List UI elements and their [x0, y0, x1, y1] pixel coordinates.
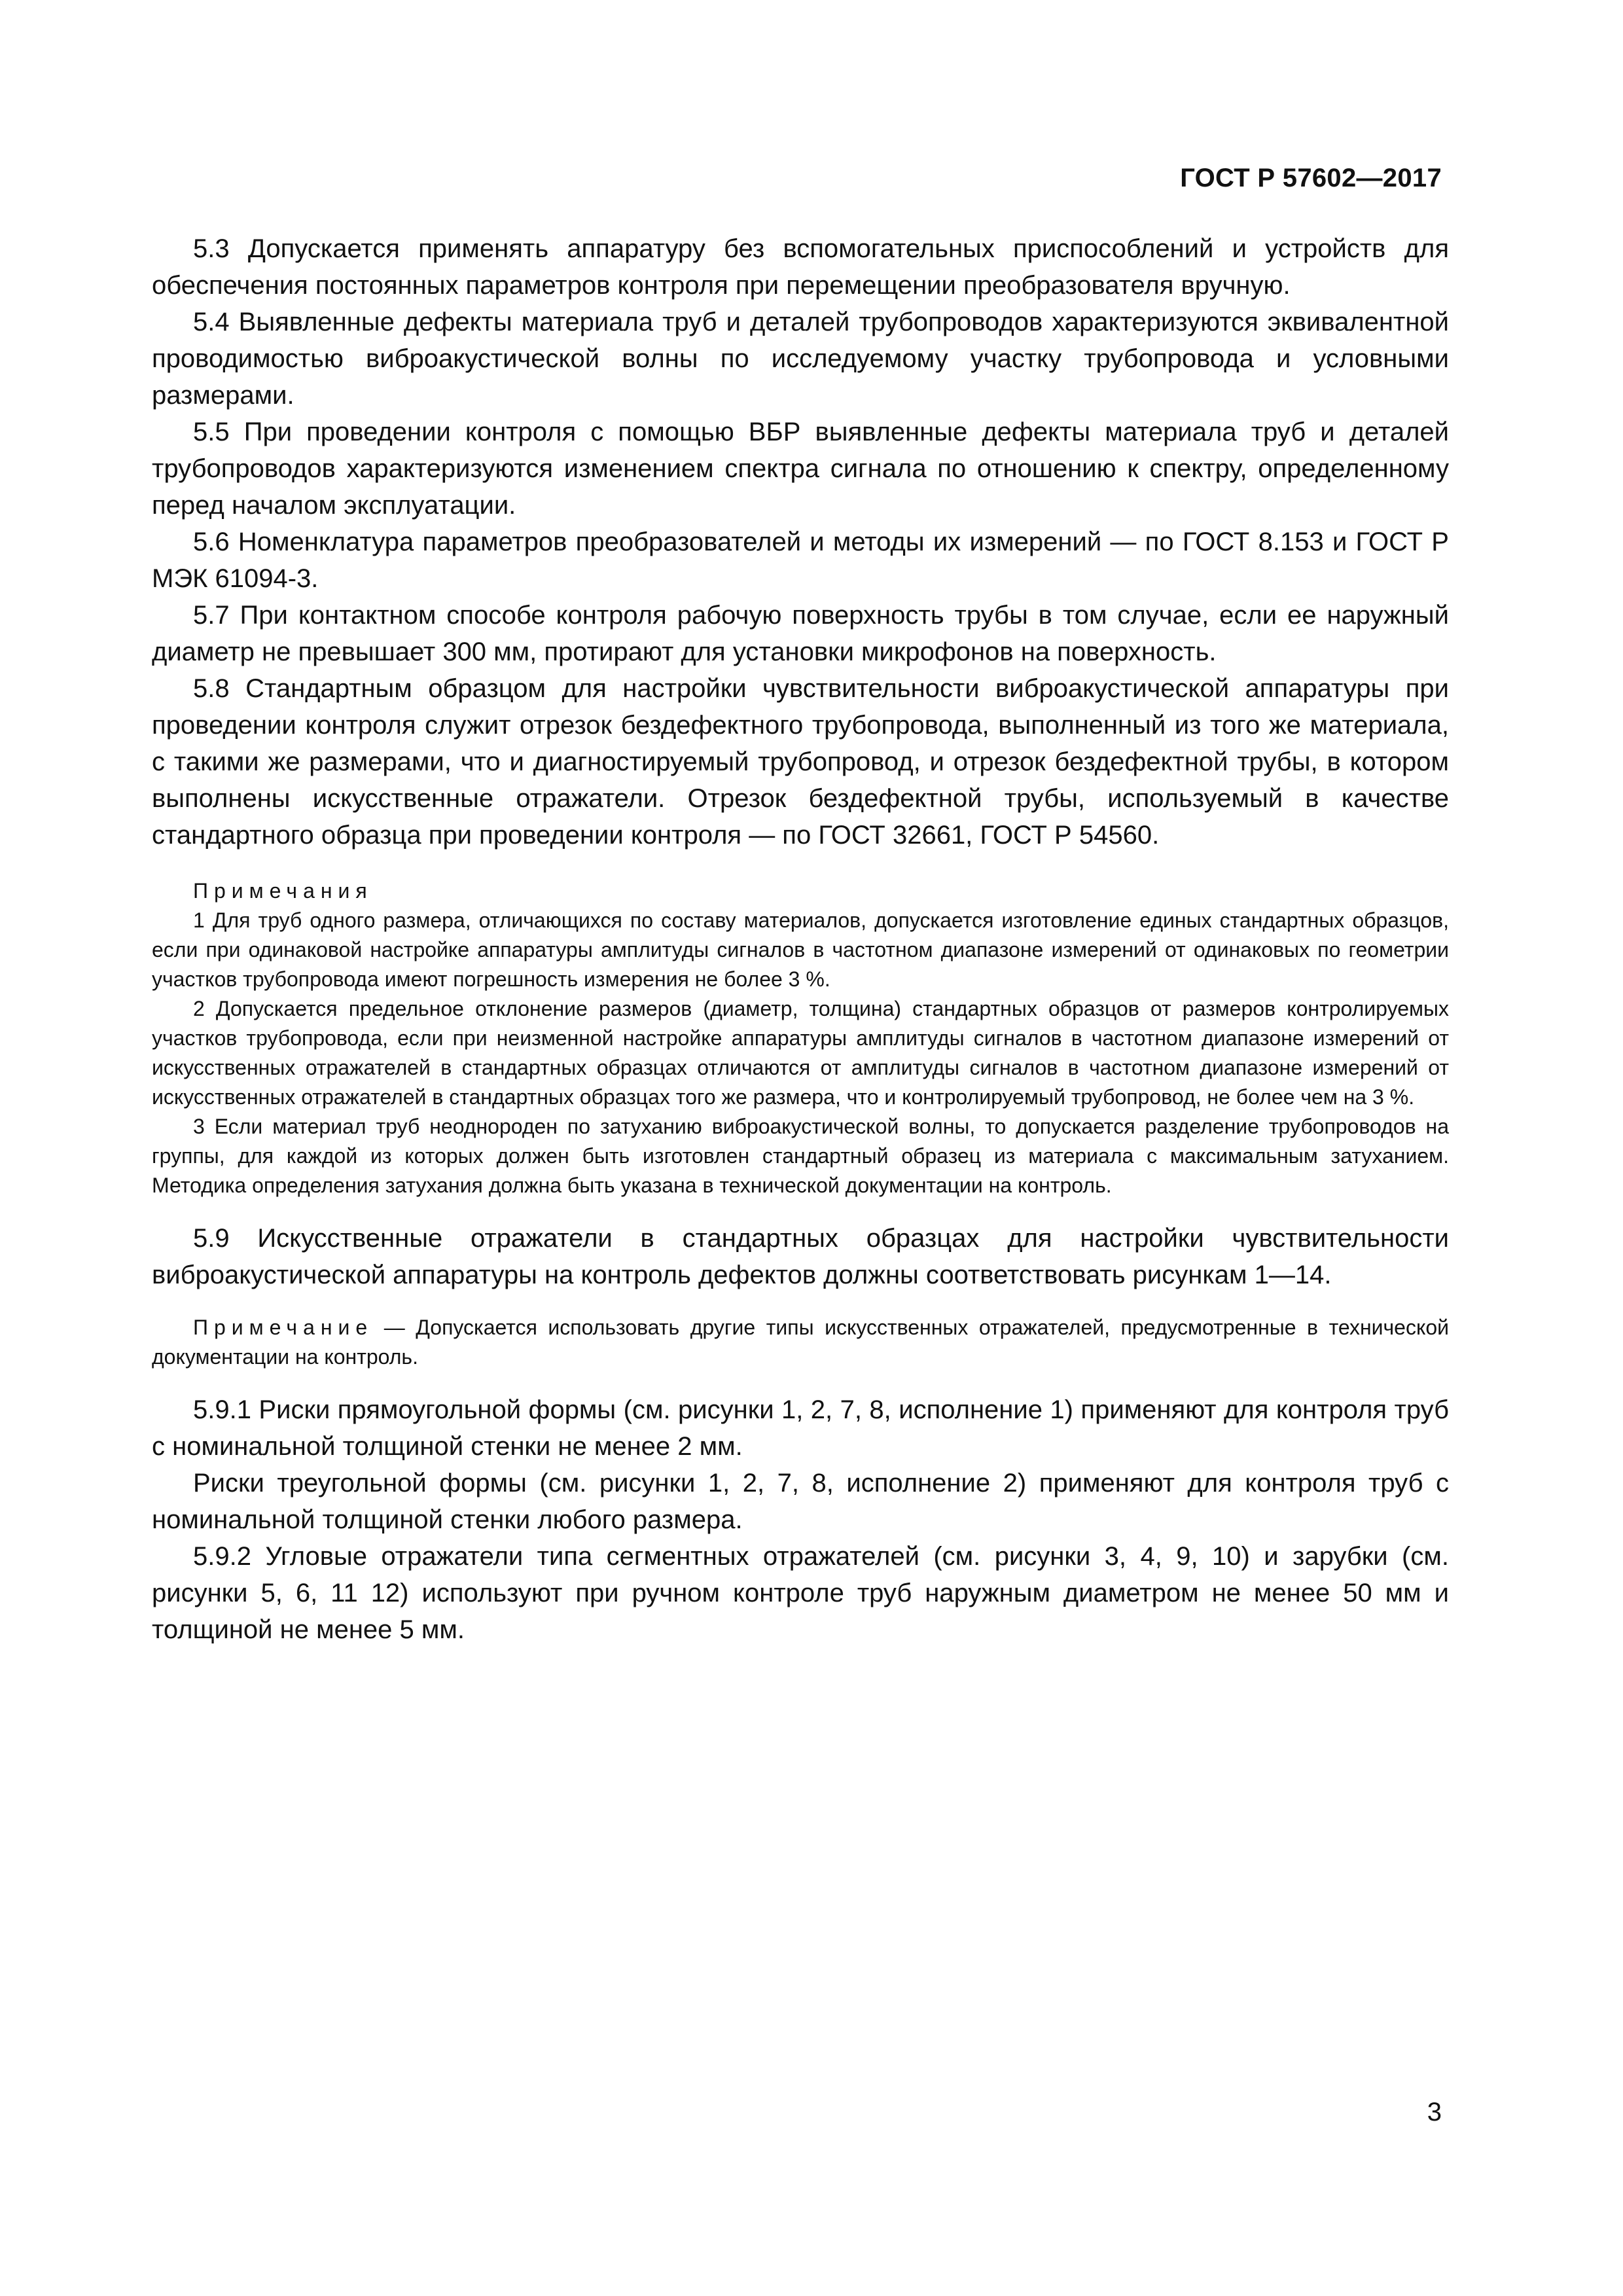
document-body [152, 230, 1449, 1648]
paragraph-5-8: 5.8 Стандартным образцом для настройки чувствительности виброакустической аппаратуры при проведении контроля служит отрезок бездефектного трубопровода, выполненный из того же материала, с такими же размерами, что и диагностируемый трубопровод, и отрезок бездефектной трубы, в котором выполнены искусственные отражатели. Отрезок бездефектной трубы, используемый в качестве стандартного образца при проведении контроля — по ГОСТ 32661, ГОСТ Р 54560. [152, 674, 1449, 850]
paragraph-5-4: 5.4 Выявленные дефекты материала труб и деталей трубопроводов характеризуются эквивалентной проводимостью виброакустической волны по исследуемому участку трубопровода и условными размерами. [152, 308, 1449, 410]
paragraph-5-9-1: 5.9.1 Риски прямоугольной формы (см. рисунки 1, 2, 7, 8, исполнение 1) применяют для контроля труб с номинальной толщиной стенки не менее 2 мм. [152, 1395, 1449, 1461]
note-single-label: Примечание [193, 1316, 374, 1339]
note-single-text: — Допускается использовать другие типы искусственных отражателей, предусмотренные в технической документации на контроль. [152, 1316, 1449, 1369]
note-single [152, 1313, 1449, 1372]
document-id-header: ГОСТ Р 57602—2017 [1180, 164, 1442, 192]
paragraph-5-9-1-triangular: Риски треугольной формы (см. рисунки 1, 2, 7, 8, исполнение 2) применяют для контроля труб с номинальной толщиной стенки любого размера. [152, 1469, 1449, 1534]
paragraph-5-9: 5.9 Искусственные отражатели в стандартных образцах для настройки чувствительности виброакустической аппаратуры на контроль дефектов должны соответствовать рисункам 1—14. [152, 1224, 1449, 1289]
paragraph-5-6: 5.6 Номенклатура параметров преобразователей и методы их измерений — по ГОСТ 8.153 и ГОСТ Р МЭК 61094-3. [152, 528, 1449, 593]
notes-heading: Примечания [193, 879, 373, 903]
note-3: 3 Если материал труб неоднороден по затуханию виброакустической волны, то допускается разделение трубопроводов на группы, для каждой из которых должен быть изготовлен стандартный образец из материала с максимальным затуханием. Методика определения затухания должна быть указана в технической документации на контроль. [152, 1115, 1449, 1197]
paragraph-5-9-2: 5.9.2 Угловые отражатели типа сегментных отражателей (см. рисунки 3, 4, 9, 10) и зарубки (см. рисунки 5, 6, 11 12) используют при ручном контроле труб наружным диаметром не менее 50 мм и толщиной не менее 5 мм. [152, 1542, 1449, 1644]
page-number: 3 [1427, 2098, 1442, 2126]
paragraph-5-3: 5.3 Допускается применять аппаратуру без вспомогательных приспособлений и устройств для обеспечения постоянных параметров контроля при перемещении преобразователя вручную. [152, 234, 1449, 300]
note-2: 2 Допускается предельное отклонение размеров (диаметр, толщина) стандартных образцов от размеров контролируемых участков трубопровода, если при неизменной настройке аппаратуры амплитуды сигналов в частотном диапазоне измерений от искусственных отражателей в стандартных образцах отличаются от амплитуды сигналов в частотном диапазоне измерений от искусственных отражателей в стандартных образцах того же размера, что и контролируемый трубопровод, не более чем на 3 %. [152, 997, 1449, 1109]
note-1: 1 Для труб одного размера, отличающихся по составу материалов, допускается изготовление единых стандартных образцов, если при одинаковой настройке аппаратуры амплитуды сигналов в частотном диапазоне измерений от одинаковых по геометрии участков трубопровода имеют погрешность измерения не более 3 %. [152, 908, 1449, 991]
paragraph-5-5: 5.5 При проведении контроля с помощью ВБР выявленные дефекты материала труб и деталей трубопроводов характеризуются изменением спектра сигнала по отношению к спектру, определенному перед началом эксплуатации. [152, 418, 1449, 520]
paragraph-5-7: 5.7 При контактном способе контроля рабочую поверхность трубы в том случае, если ее наружный диаметр не превышает 300 мм, протирают для установки микрофонов на поверхность. [152, 601, 1449, 666]
